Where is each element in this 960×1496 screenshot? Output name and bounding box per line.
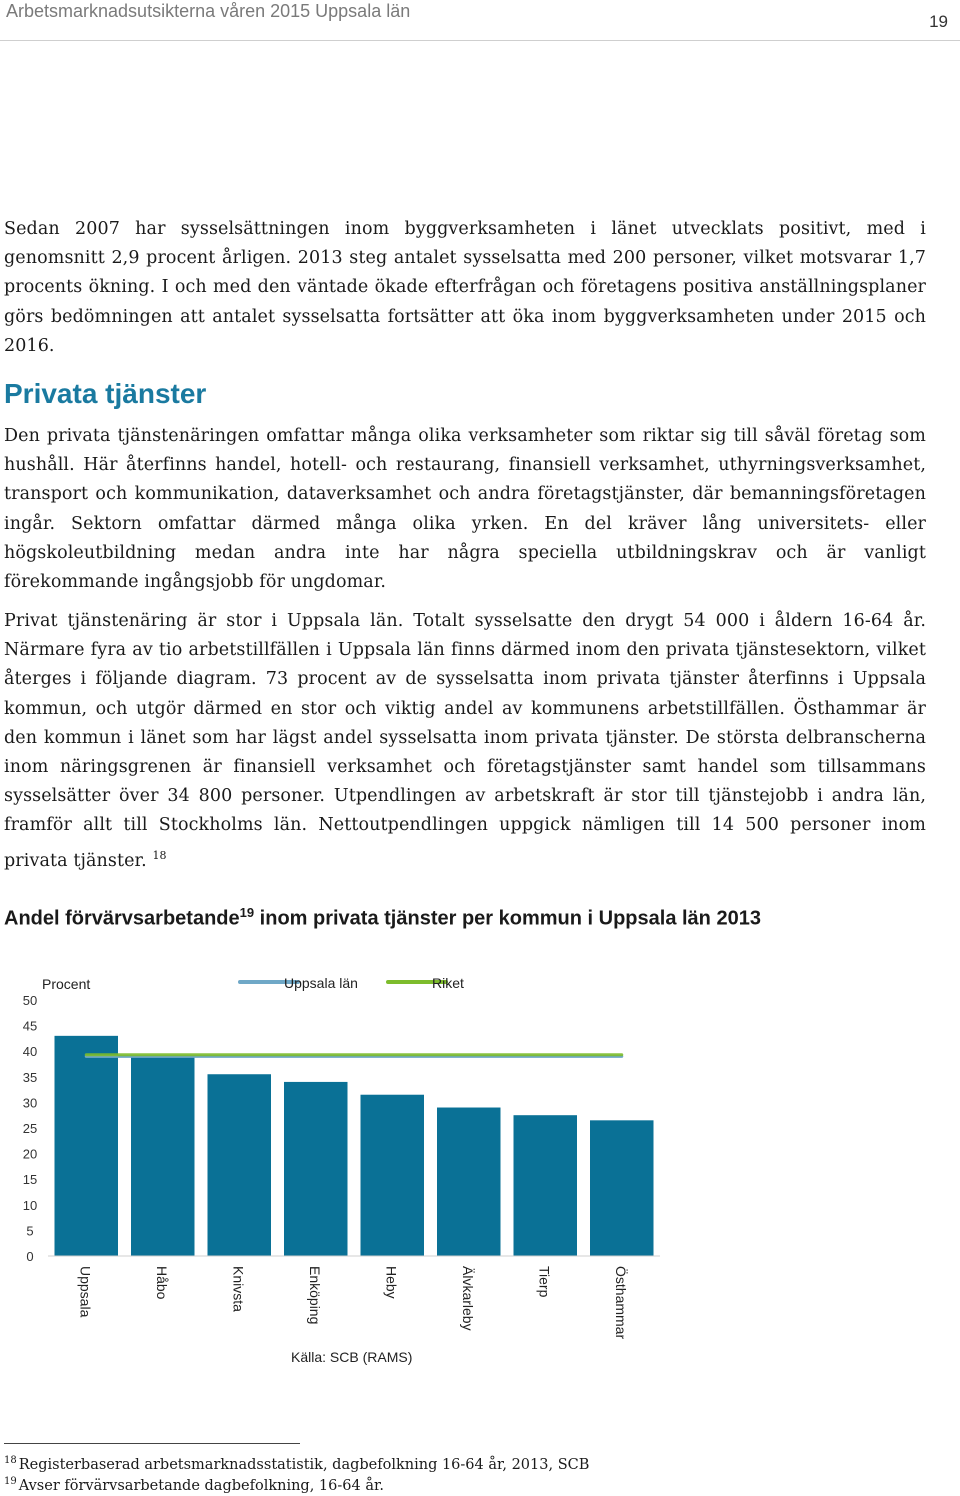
y-tick-label: 25 — [22, 1121, 38, 1136]
y-tick-label: 45 — [22, 1018, 38, 1034]
bar-chart — [0, 960, 960, 1380]
footnote-text: Avser förvärvsarbetande dagbefolkning, 16-64 år. — [18, 1477, 384, 1494]
chart-title-part2: inom privata tjänster per kommun i Uppsala län 2013 — [259, 907, 761, 930]
footnote-19 — [4, 1472, 384, 1496]
x-tick-label: Uppsala — [77, 1266, 94, 1318]
y-tick-label: 5 — [26, 1223, 34, 1239]
footnote-text: Registerbaserad arbetsmarknadsstatistik, dagbefolkning 16-64 år, 2013, SCB — [18, 1456, 590, 1473]
chart-title-part1: Andel förvärvsarbetande — [4, 907, 240, 930]
bar-knivsta — [208, 1074, 271, 1256]
legend-label-uppsala-lan: Uppsala län — [284, 975, 358, 991]
bar-heby — [361, 1095, 424, 1256]
x-tick-label: Enköping — [306, 1266, 323, 1325]
page-header — [0, 0, 960, 41]
y-tick-label: 20 — [22, 1146, 38, 1162]
paragraph-text: Privat tjänstenäring är stor i Uppsala län. Totalt sysselsatte den drygt 54 000 i åldern 16-64 år. Närmare fyra av tio arbetstillfällen i Uppsala län finns därmed inom den privata tjänstesektorn, vilket återges i följande diagram. 73 procent av de sysselsatta inom privata tjänster återfinns i Uppsala kommun, och utgör därmed en stor och viktig andel av kommunens arbetstillfällen. Östhammar är den kommun i länet som har lägst andel sysselsatta inom privata tjänster. De största delbranscherna inom näringsgrenen är finansiell verksamhet och företagstjänster samt handel som tillsammans sysselsätter över 34 800 personer. Utpendlingen av arbetskraft är stor till tjänstejobb i andra län, framför allt till Stockholms län. Nettoutpendlingen uppgick nämligen till 14 500 personer inom privata tjänster. — [4, 611, 926, 871]
page-number: 19 — [929, 12, 948, 31]
paragraph-private-services-intro: Den privata tjänstenäringen omfattar många olika verksamheter som riktar sig till såväl företag som hushåll. Här återfinns handel, hotell- och restaurang, finansiell verksamhet, uthyrningsverksamhet, transport och kommunikation, dataverksamhet och andra företagstjänster, där bemanningsföretagen ingår. Sektorn omfattar därmed många olika yrken. En del kräver lång universitets- eller högskoleutbildning medan andra inte har några speciella utbildningskrav och är vanligt förekommande ingångsjobb för ungdomar. — [4, 426, 926, 593]
y-tick-label: 30 — [22, 1095, 38, 1111]
footnote-ref-18[interactable]: 18 — [152, 848, 167, 862]
x-tick-label: Älvkarleby — [459, 1266, 476, 1331]
chart-title — [4, 900, 804, 932]
paragraph-construction: Sedan 2007 har sysselsättningen inom byggverksamheten i länet utvecklats positivt, med i genomsnitt 2,9 procent årligen. 2013 steg antalet sysselsatta med 200 personer, vilket motsvarar 1,7 procents ökning. I och med den väntade ökade efterfrågan och företagens positiva anställningsplaner görs bedömningen att antalet sysselsatta fortsätter att öka inom byggverksamheten under 2015 och 2016. — [4, 219, 926, 356]
section-title: Privata tjänster — [4, 378, 207, 409]
chart-source: Källa: SCB (RAMS) — [291, 1349, 413, 1365]
legend-label-riket: Riket — [432, 975, 464, 991]
y-tick-label: 10 — [22, 1197, 38, 1213]
paragraph-private-services-uppsala — [4, 607, 926, 876]
y-tick-label: 40 — [22, 1044, 38, 1060]
x-tick-label: Knivsta — [230, 1266, 247, 1312]
bar-älvkarleby — [437, 1108, 500, 1256]
bar-uppsala — [55, 1036, 118, 1256]
y-axis-label: Procent — [42, 976, 91, 992]
footnote-number: 18 — [4, 1455, 17, 1466]
bar-tierp — [514, 1115, 577, 1256]
document-title: Arbetsmarknadsutsikterna våren 2015 Uppsala län — [6, 1, 411, 21]
x-tick-label: Tierp — [536, 1266, 553, 1298]
footnote-divider — [4, 1443, 300, 1444]
x-tick-label: Östhammar — [612, 1266, 629, 1340]
x-tick-label: Håbo — [153, 1266, 170, 1300]
bar-enköping — [284, 1082, 347, 1256]
footnote-number: 19 — [4, 1476, 17, 1487]
y-tick-label: 50 — [22, 993, 38, 1008]
y-tick-label: 35 — [22, 1069, 38, 1085]
y-tick-label: 15 — [22, 1172, 38, 1188]
y-tick-label: 0 — [26, 1249, 34, 1264]
bar-östhammar — [590, 1120, 653, 1256]
bar-håbo — [131, 1056, 194, 1256]
footnote-ref-19[interactable]: 19 — [239, 905, 255, 920]
x-tick-label: Heby — [383, 1266, 400, 1299]
